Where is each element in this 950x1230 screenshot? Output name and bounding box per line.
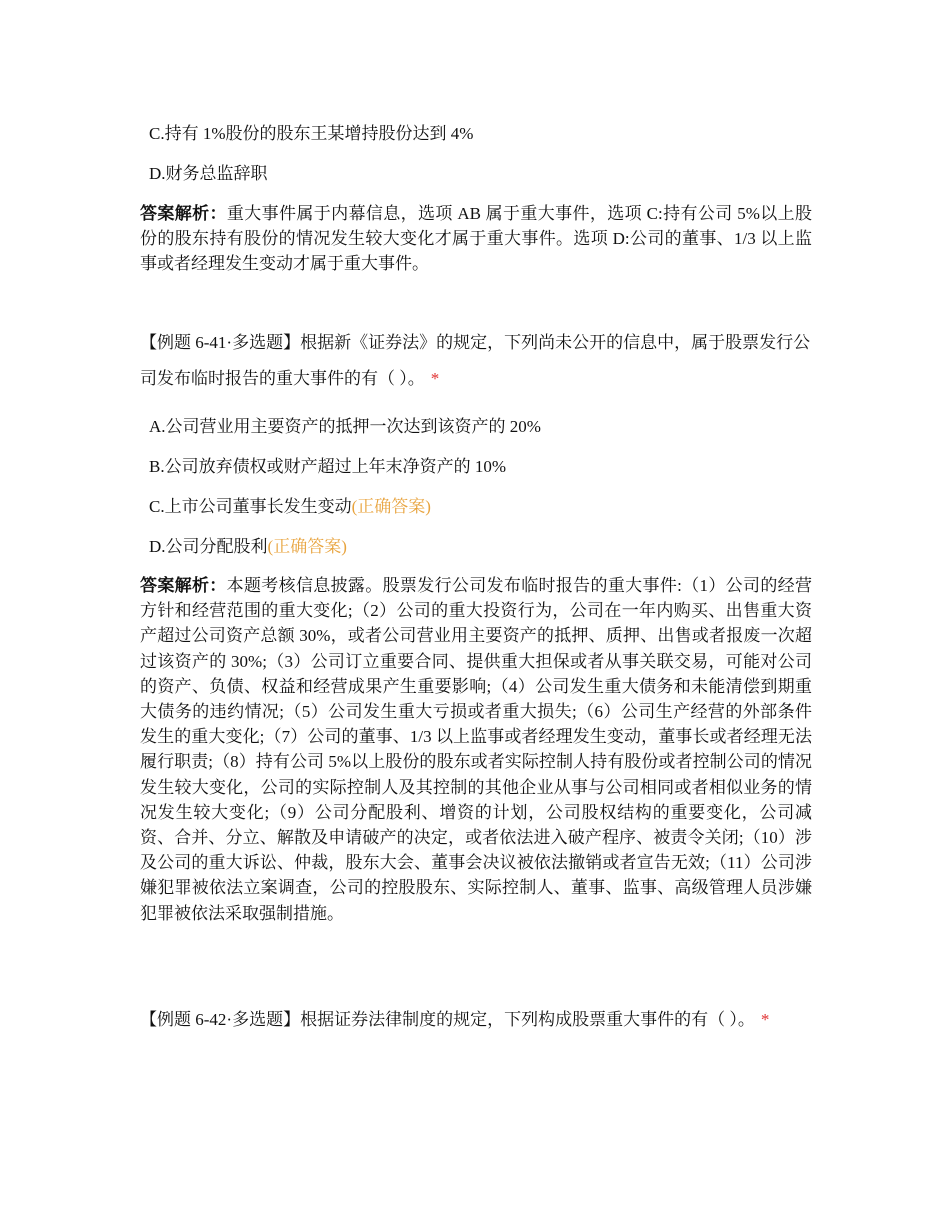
analysis-label: 答案解析： (140, 204, 227, 223)
option-a[interactable] (149, 415, 541, 439)
option-d[interactable] (149, 535, 347, 559)
option-text: C.持有 1%股份的股东王某增持股份达到 4% (149, 124, 474, 143)
option-c[interactable] (149, 122, 473, 146)
correct-answer-tag: (正确答案) (351, 497, 431, 516)
question-text: 【例题 6-41·多选题】根据新《证券法》的规定，下列尚未公开的信息中，属于股票发行公司发布临时报告的重大事件的有（ ）。 (140, 333, 811, 388)
analysis-text: 重大事件属于内幕信息，选项 AB 属于重大事件，选项 C:持有公司 5%以上股份的股东持有股份的情况发生较大变化才属于重大事件。选项 D:公司的董事、1/3 以上监事或者经理发生变动才属于重大事件。 (140, 204, 813, 274)
answer-analysis (140, 201, 812, 277)
required-star: * (430, 369, 440, 388)
required-star: * (760, 1010, 770, 1029)
analysis-label: 答案解析： (140, 576, 227, 595)
option-text: C.上市公司董事长发生变动 (149, 497, 352, 516)
question-6-41 (140, 325, 812, 397)
question-6-42 (140, 1002, 812, 1038)
option-c[interactable] (149, 495, 431, 519)
option-text: D.公司分配股利 (149, 537, 268, 556)
correct-answer-tag: (正确答案) (267, 537, 347, 556)
option-b[interactable] (149, 455, 506, 479)
option-text: A.公司营业用主要资产的抵押一次达到该资产的 20% (149, 417, 541, 436)
option-text: B.公司放弃债权或财产超过上年末净资产的 10% (149, 457, 506, 476)
question-text: 【例题 6-42·多选题】根据证券法律制度的规定，下列构成股票重大事件的有（ ）。 (140, 1010, 755, 1029)
answer-analysis (140, 573, 812, 926)
analysis-text: 本题考核信息披露。股票发行公司发布临时报告的重大事件:（1）公司的经营方针和经营范围的重大变化;（2）公司的重大投资行为，公司在一年内购买、出售重大资产超过公司资产总额 30%，或者公司营业用主要资产的抵押、质押、出售或者报废一次超过该资产的 30%;（3）公司订立重要合同、提供重大担保或者从事关联交易，可能对公司的资产、负债、权益和经营成果产生重要影响;（4）公司发生重大债务和未能清偿到期重大债务的违约情况;（5）公司发生重大亏损或者重大损失;（6）公司生产经营的外部条件发生的重大变化;（7）公司的董事、1/3 以上监事或者经理发生变动，董事长或者经理无法履行职责;（8）持有公司 5%以上股份的股东或者实际控制人持有股份或者控制公司的情况发生较大变化，公司的实际控制人及其控制的其他企业从事与公司相同或者相似业务的情况发生较大变化;（9）公司分配股利、增资的计划，公司股权结构的重要变化，公司减资、合并、分立、解散及申请破产的决定，或者依法进入破产程序、被责令关闭;（10）涉及公司的重大诉讼、仲裁，股东大会、董事会决议被依法撤销或者宣告无效;（11）公司涉嫌犯罪被依法立案调查，公司的控股股东、实际控制人、董事、监事、高级管理人员涉嫌犯罪被依法采取强制措施。 (140, 576, 812, 923)
option-text: D.财务总监辞职 (149, 164, 268, 183)
option-d[interactable] (149, 162, 268, 186)
